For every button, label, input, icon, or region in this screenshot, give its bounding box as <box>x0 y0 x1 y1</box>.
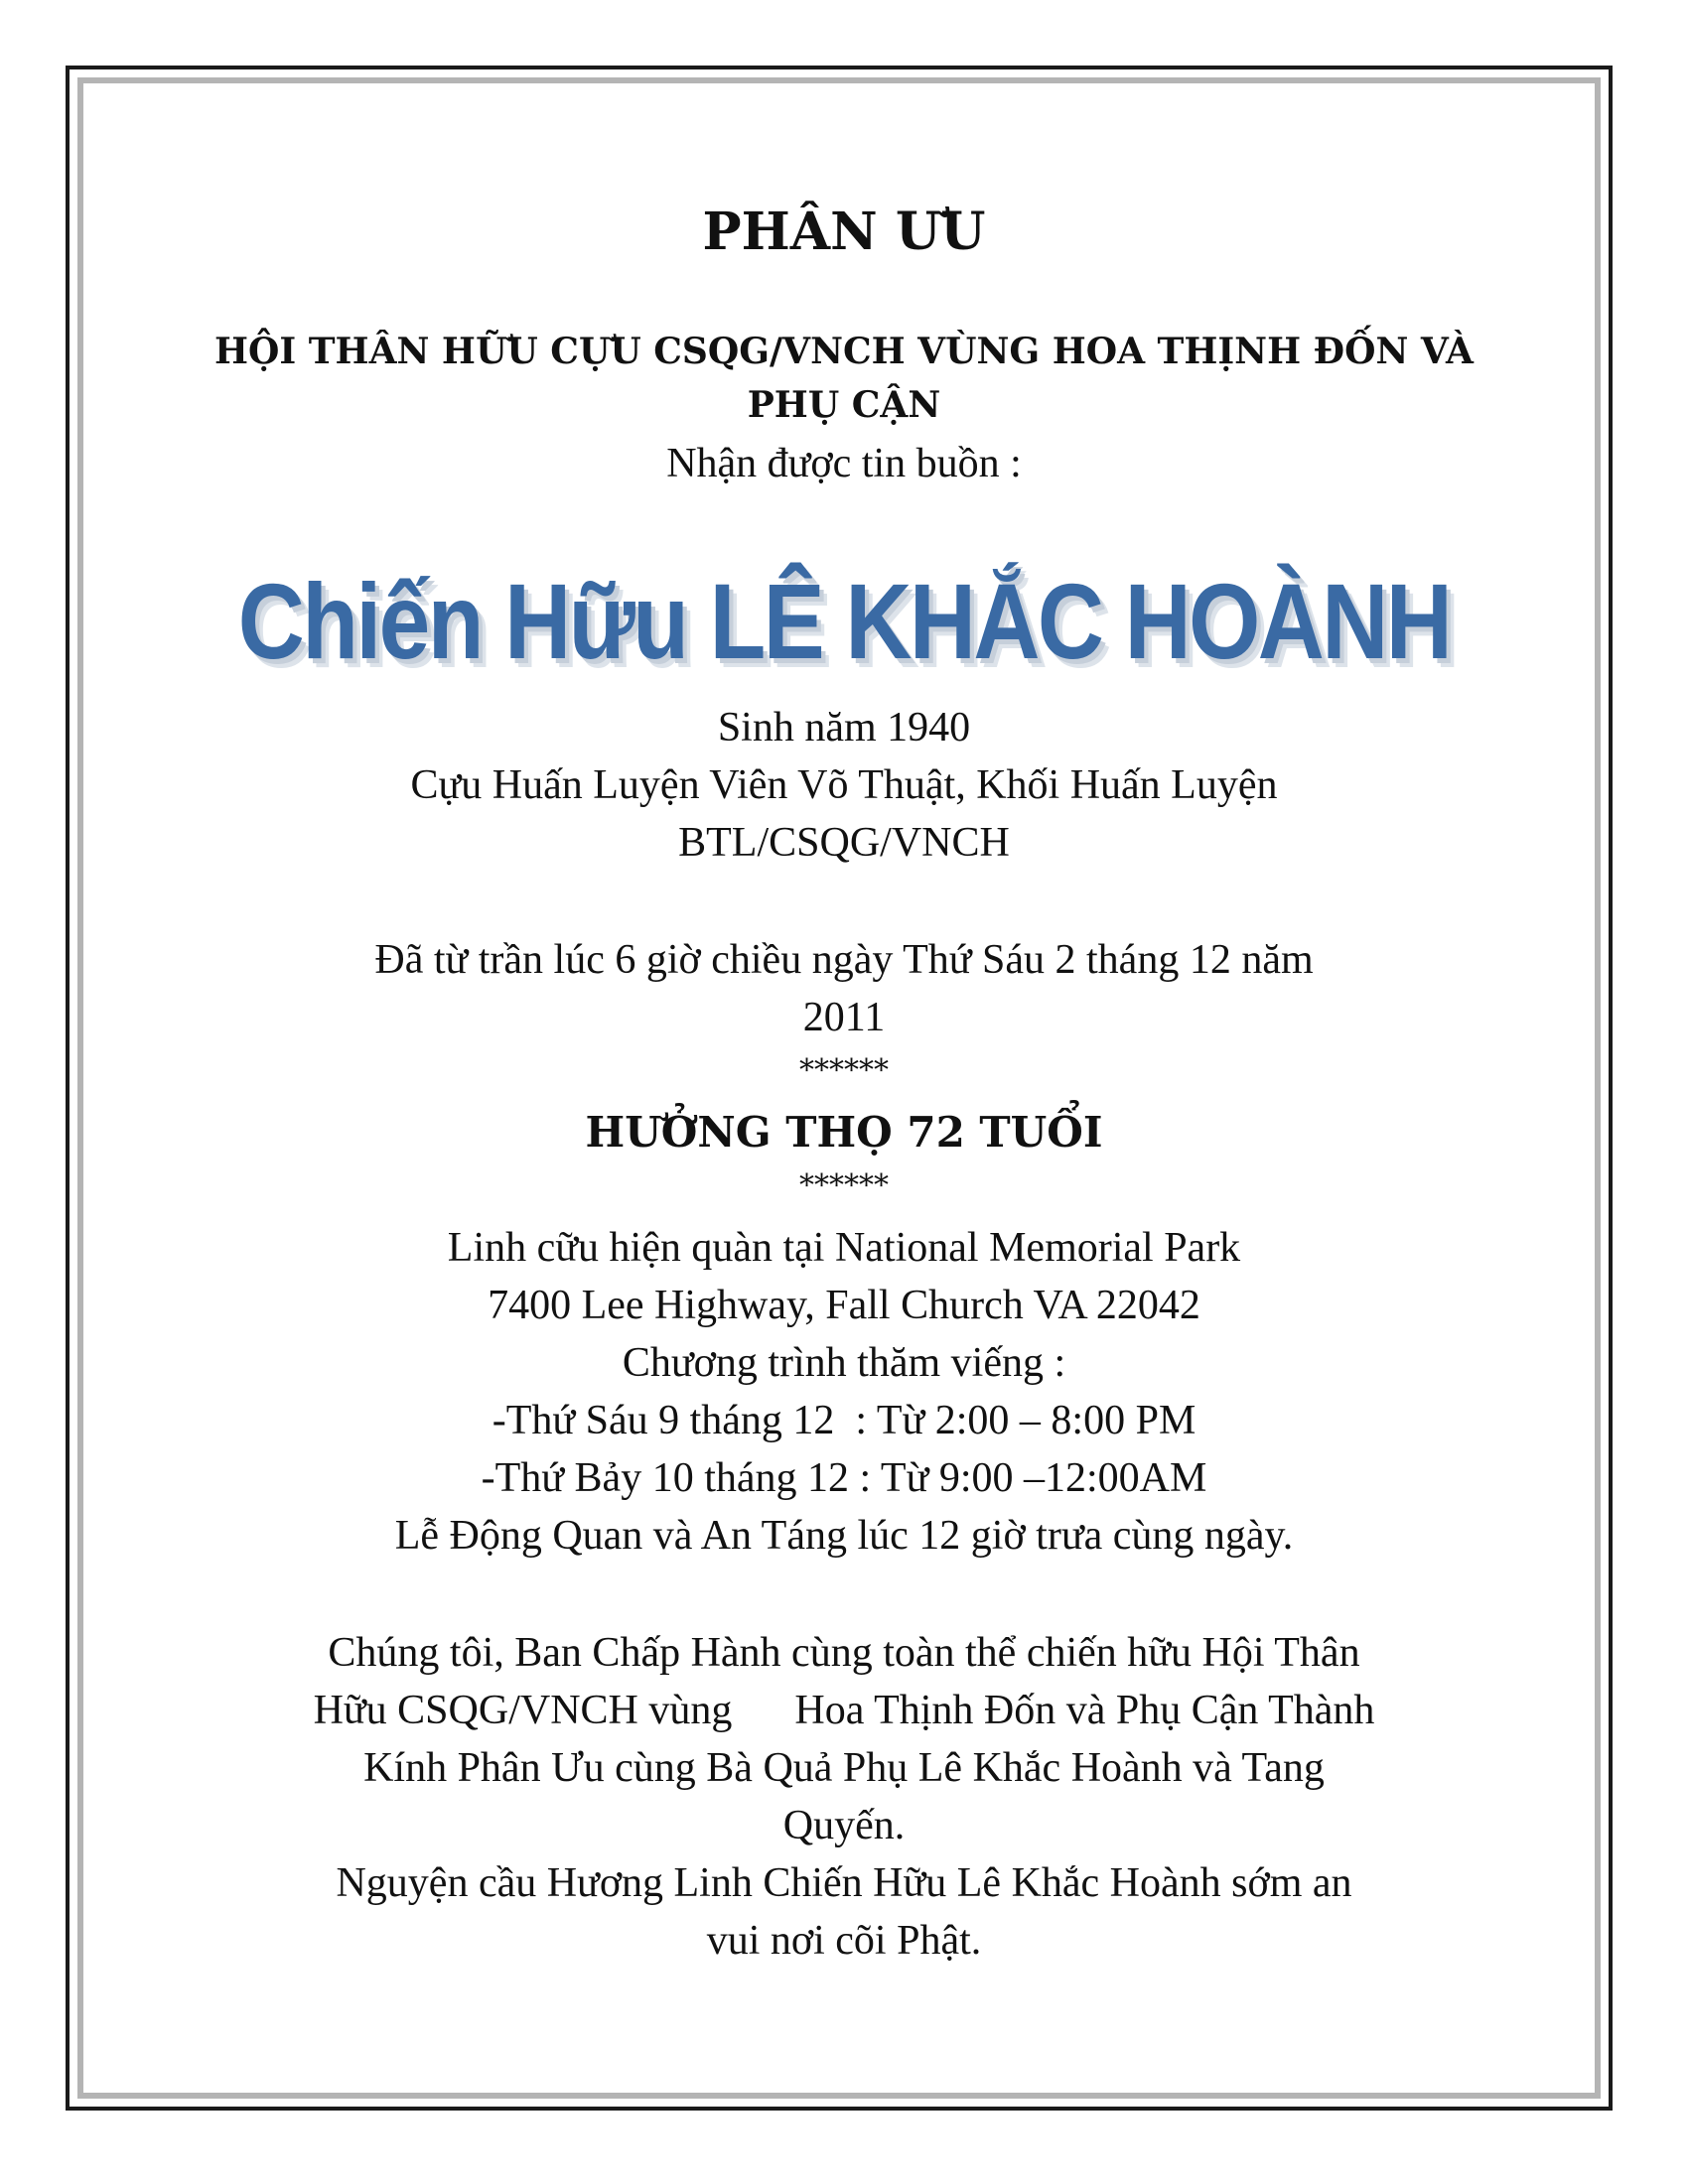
prayer-line-1: Nguyện cầu Hương Linh Chiến Hữu Lê Khắc Hoành sớm an <box>336 1860 1352 1906</box>
burial-text: Lễ Động Quan và An Táng lúc 12 giờ trưa cùng ngày. <box>394 1513 1294 1559</box>
schedule-day-1: -Thứ Sáu 9 tháng 12 : Từ 2:00 – 8:00 PM <box>492 1398 1196 1443</box>
condolence-line-1: Chúng tôi, Ban Chấp Hành cùng toàn thể chiến hữu Hội Thân <box>328 1630 1360 1676</box>
age-heading: HƯỞNG THỌ 72 TUỔI <box>585 1108 1103 1157</box>
organization-line-1: HỘI THÂN HỮU CỰU CSQG/VNCH VÙNG HOA THỊNH ĐỐN VÀ <box>214 331 1474 372</box>
passed-line-2: 2011 <box>802 995 886 1040</box>
schedule-day-2: -Thứ Bảy 10 tháng 12 : Từ 9:00 –12:00AM <box>481 1455 1207 1501</box>
separator-stars-2: ****** <box>799 1168 889 1203</box>
page-border-inner <box>77 77 1601 2099</box>
received-news-text: Nhận được tin buồn : <box>666 441 1022 486</box>
role-line-2: BTL/CSQG/VNCH <box>678 820 1010 866</box>
schedule-title: Chương trình thăm viếng : <box>622 1340 1066 1386</box>
viewing-location: Linh cữu hiện quàn tại National Memorial Park <box>447 1225 1241 1271</box>
condolence-line-2: Hữu CSQG/VNCH vùng Hoa Thịnh Đốn và Phụ Cận Thành <box>313 1688 1375 1733</box>
condolence-line-4: Quyến. <box>782 1803 906 1848</box>
born-text: Sinh năm 1940 <box>717 705 971 751</box>
prayer-line-2: vui nơi cõi Phật. <box>706 1918 982 1964</box>
passed-line-1: Đã từ trần lúc 6 giờ chiều ngày Thứ Sáu 2 tháng 12 năm <box>374 937 1314 983</box>
condolence-line-3: Kính Phân Ưu cùng Bà Quả Phụ Lê Khắc Hoành và Tang <box>363 1745 1325 1791</box>
organization-line-2: PHỤ CẬN <box>747 384 941 426</box>
role-line-1: Cựu Huấn Luyện Viên Võ Thuật, Khối Huấn Luyện <box>410 762 1278 808</box>
notice-title: PHÂN ƯU <box>702 202 986 262</box>
deceased-name: Chiến Hữu LÊ KHẮC HOÀNH <box>237 561 1451 681</box>
separator-stars-1: ****** <box>799 1053 889 1088</box>
viewing-address: 7400 Lee Highway, Fall Church VA 22042 <box>488 1283 1200 1328</box>
